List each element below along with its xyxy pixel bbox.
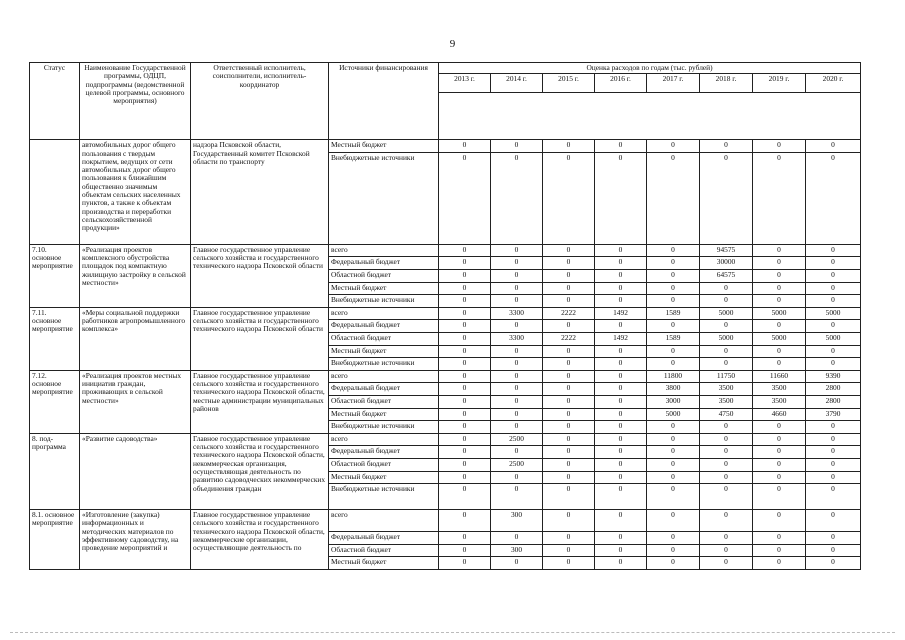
amount-cell: 0 bbox=[491, 257, 543, 270]
amount-cell: 0 bbox=[647, 257, 700, 270]
amount-cell: 0 bbox=[595, 446, 647, 459]
amount-cell: 5000 bbox=[806, 333, 861, 346]
amount-cell: 0 bbox=[806, 140, 861, 153]
amount-cell: 0 bbox=[753, 557, 806, 570]
amount-cell: 0 bbox=[647, 421, 700, 434]
amount-cell: 0 bbox=[543, 140, 595, 153]
amount-cell: 0 bbox=[543, 532, 595, 545]
funding-source: Местный бюджет bbox=[329, 557, 439, 570]
amount-cell: 0 bbox=[700, 345, 753, 358]
header-year: 2020 г. bbox=[806, 74, 861, 93]
amount-cell: 0 bbox=[595, 557, 647, 570]
amount-cell: 0 bbox=[543, 152, 595, 244]
block-name: «Изготовление (закупка) информационных и методических материалов по эффективному садоводству, на проведение мероприятий и bbox=[80, 510, 191, 570]
amount-cell: 0 bbox=[647, 140, 700, 153]
amount-cell: 0 bbox=[595, 408, 647, 421]
amount-cell: 0 bbox=[543, 421, 595, 434]
header-year: 2019 г. bbox=[753, 74, 806, 93]
amount-cell: 0 bbox=[647, 152, 700, 244]
amount-cell: 0 bbox=[543, 408, 595, 421]
funding-source: Областной бюджет bbox=[329, 270, 439, 283]
amount-cell: 0 bbox=[647, 244, 700, 257]
block-status: 8. под-программа bbox=[30, 433, 80, 509]
amount-cell: 0 bbox=[491, 484, 543, 510]
amount-cell: 2222 bbox=[543, 333, 595, 346]
funding-source: Федеральный бюджет bbox=[329, 320, 439, 333]
amount-cell: 0 bbox=[753, 152, 806, 244]
header-year: 2017 г. bbox=[647, 74, 700, 93]
amount-cell: 0 bbox=[700, 471, 753, 484]
amount-cell: 0 bbox=[806, 471, 861, 484]
funding-source: Местный бюджет bbox=[329, 140, 439, 153]
amount-cell: 0 bbox=[491, 358, 543, 371]
funding-source: Внебюджетные источники bbox=[329, 152, 439, 244]
amount-cell: 0 bbox=[647, 484, 700, 510]
funding-source: Местный бюджет bbox=[329, 282, 439, 295]
amount-cell: 0 bbox=[439, 295, 491, 308]
amount-cell: 0 bbox=[753, 532, 806, 545]
amount-cell: 0 bbox=[439, 370, 491, 383]
amount-cell: 300 bbox=[491, 510, 543, 532]
amount-cell: 0 bbox=[700, 140, 753, 153]
budget-table bbox=[29, 62, 861, 570]
amount-cell: 3300 bbox=[491, 333, 543, 346]
amount-cell: 0 bbox=[543, 257, 595, 270]
amount-cell: 0 bbox=[753, 257, 806, 270]
amount-cell: 3800 bbox=[647, 383, 700, 396]
amount-cell: 0 bbox=[647, 510, 700, 532]
amount-cell: 0 bbox=[543, 557, 595, 570]
amount-cell: 0 bbox=[439, 532, 491, 545]
amount-cell: 0 bbox=[647, 471, 700, 484]
amount-cell: 11750 bbox=[700, 370, 753, 383]
amount-cell: 0 bbox=[806, 557, 861, 570]
amount-cell: 0 bbox=[439, 544, 491, 557]
amount-cell: 0 bbox=[595, 396, 647, 409]
amount-cell: 0 bbox=[491, 244, 543, 257]
amount-cell: 0 bbox=[543, 295, 595, 308]
amount-cell: 0 bbox=[439, 396, 491, 409]
amount-cell: 0 bbox=[439, 510, 491, 532]
funding-source: Федеральный бюджет bbox=[329, 446, 439, 459]
amount-cell: 0 bbox=[595, 282, 647, 295]
header-spacer bbox=[439, 93, 861, 140]
amount-cell: 0 bbox=[806, 282, 861, 295]
funding-source: Федеральный бюджет bbox=[329, 532, 439, 545]
amount-cell: 0 bbox=[753, 345, 806, 358]
amount-cell: 0 bbox=[700, 282, 753, 295]
header-status: Статус bbox=[30, 63, 80, 140]
block-status: 8.1. основное мероприятие bbox=[30, 510, 80, 570]
amount-cell: 0 bbox=[543, 433, 595, 446]
amount-cell: 0 bbox=[439, 320, 491, 333]
amount-cell: 0 bbox=[595, 244, 647, 257]
amount-cell: 0 bbox=[491, 152, 543, 244]
amount-cell: 0 bbox=[595, 345, 647, 358]
amount-cell: 0 bbox=[491, 557, 543, 570]
amount-cell: 0 bbox=[491, 320, 543, 333]
amount-cell: 5000 bbox=[753, 307, 806, 320]
amount-cell: 0 bbox=[753, 433, 806, 446]
funding-source: всего bbox=[329, 307, 439, 320]
amount-cell: 0 bbox=[439, 257, 491, 270]
funding-source: всего bbox=[329, 510, 439, 532]
amount-cell: 3500 bbox=[753, 383, 806, 396]
page-number: 9 bbox=[449, 38, 456, 50]
amount-cell: 0 bbox=[439, 557, 491, 570]
amount-cell: 0 bbox=[439, 458, 491, 471]
amount-cell: 0 bbox=[753, 320, 806, 333]
header-year: 2014 г. bbox=[491, 74, 543, 93]
table-row bbox=[30, 244, 861, 257]
amount-cell: 9390 bbox=[806, 370, 861, 383]
funding-source: всего bbox=[329, 244, 439, 257]
amount-cell: 11660 bbox=[753, 370, 806, 383]
amount-cell: 0 bbox=[647, 446, 700, 459]
amount-cell: 0 bbox=[700, 152, 753, 244]
table-row bbox=[30, 510, 861, 532]
funding-source: Федеральный бюджет bbox=[329, 257, 439, 270]
block-executor: надзора Псковской области, Государственный комитет Псковской области по транспорту bbox=[191, 140, 329, 245]
table-row bbox=[30, 307, 861, 320]
block-status bbox=[30, 140, 80, 245]
amount-cell: 0 bbox=[806, 421, 861, 434]
funding-source: Областной бюджет bbox=[329, 544, 439, 557]
amount-cell: 0 bbox=[595, 544, 647, 557]
amount-cell: 0 bbox=[439, 446, 491, 459]
amount-cell: 3500 bbox=[700, 383, 753, 396]
funding-source: Внебюджетные источники bbox=[329, 421, 439, 434]
block-executor: Главное государственное управление сельского хозяйства и государственного технического надзора Псковской области bbox=[191, 307, 329, 370]
block-executor: Главное государственное управление сельского хозяйства и государственного технического надзора Псковской области, местные администрации муниципальных районов bbox=[191, 370, 329, 433]
amount-cell: 0 bbox=[439, 307, 491, 320]
amount-cell: 0 bbox=[491, 446, 543, 459]
header-name: Наименование Государственной программы, ОДЦП, подпрограммы (ведомственной целевой программы, основного мероприятия) bbox=[80, 63, 191, 140]
amount-cell: 0 bbox=[439, 383, 491, 396]
amount-cell: 0 bbox=[700, 484, 753, 510]
amount-cell: 0 bbox=[491, 140, 543, 153]
amount-cell: 0 bbox=[439, 408, 491, 421]
amount-cell: 1492 bbox=[595, 333, 647, 346]
amount-cell: 0 bbox=[491, 370, 543, 383]
amount-cell: 3500 bbox=[753, 396, 806, 409]
amount-cell: 0 bbox=[753, 282, 806, 295]
amount-cell: 11800 bbox=[647, 370, 700, 383]
amount-cell: 0 bbox=[753, 458, 806, 471]
amount-cell: 0 bbox=[806, 152, 861, 244]
amount-cell: 0 bbox=[595, 510, 647, 532]
amount-cell: 0 bbox=[806, 320, 861, 333]
amount-cell: 0 bbox=[700, 446, 753, 459]
amount-cell: 0 bbox=[543, 244, 595, 257]
amount-cell: 0 bbox=[439, 282, 491, 295]
amount-cell: 0 bbox=[753, 270, 806, 283]
amount-cell: 0 bbox=[700, 532, 753, 545]
header-year: 2016 г. bbox=[595, 74, 647, 93]
amount-cell: 0 bbox=[543, 282, 595, 295]
funding-source: Федеральный бюджет bbox=[329, 383, 439, 396]
amount-cell: 0 bbox=[491, 295, 543, 308]
amount-cell: 0 bbox=[753, 295, 806, 308]
table-row bbox=[30, 433, 861, 446]
amount-cell: 0 bbox=[700, 295, 753, 308]
table-row bbox=[30, 370, 861, 383]
amount-cell: 0 bbox=[700, 544, 753, 557]
funding-source: Областной бюджет bbox=[329, 333, 439, 346]
block-executor: Главное государственное управление сельского хозяйства и государственного технического надзора Псковской области bbox=[191, 244, 329, 307]
header-year: 2015 г. bbox=[543, 74, 595, 93]
amount-cell: 1492 bbox=[595, 307, 647, 320]
block-name: «Реализация проектов местных инициатив граждан, проживающих в сельской местности» bbox=[80, 370, 191, 433]
amount-cell: 0 bbox=[595, 471, 647, 484]
block-name: «Меры социальной поддержки работников агропромышленного комплекса» bbox=[80, 307, 191, 370]
amount-cell: 0 bbox=[439, 433, 491, 446]
amount-cell: 0 bbox=[543, 471, 595, 484]
amount-cell: 0 bbox=[491, 383, 543, 396]
amount-cell: 3790 bbox=[806, 408, 861, 421]
amount-cell: 0 bbox=[753, 358, 806, 371]
amount-cell: 0 bbox=[595, 433, 647, 446]
amount-cell: 2500 bbox=[491, 458, 543, 471]
amount-cell: 4750 bbox=[700, 408, 753, 421]
amount-cell: 0 bbox=[543, 544, 595, 557]
table-row bbox=[30, 140, 861, 153]
amount-cell: 0 bbox=[753, 244, 806, 257]
amount-cell: 0 bbox=[647, 544, 700, 557]
amount-cell: 0 bbox=[595, 383, 647, 396]
amount-cell: 0 bbox=[806, 358, 861, 371]
amount-cell: 0 bbox=[595, 458, 647, 471]
funding-source: Внебюджетные источники bbox=[329, 484, 439, 510]
amount-cell: 0 bbox=[439, 333, 491, 346]
amount-cell: 0 bbox=[806, 244, 861, 257]
amount-cell: 0 bbox=[543, 446, 595, 459]
block-name: «Развитие садоводства» bbox=[80, 433, 191, 509]
amount-cell: 3000 bbox=[647, 396, 700, 409]
header-estimate: Оценка расходов по годам (тыс. рублей) bbox=[439, 63, 861, 74]
amount-cell: 30000 bbox=[700, 257, 753, 270]
amount-cell: 0 bbox=[491, 421, 543, 434]
amount-cell: 0 bbox=[700, 557, 753, 570]
amount-cell: 0 bbox=[439, 140, 491, 153]
header-year: 2018 г. bbox=[700, 74, 753, 93]
amount-cell: 0 bbox=[806, 532, 861, 545]
amount-cell: 0 bbox=[543, 510, 595, 532]
header-executor: Ответственный исполнитель, соисполнители, исполнитель-координатор bbox=[191, 63, 329, 140]
amount-cell: 0 bbox=[700, 421, 753, 434]
amount-cell: 0 bbox=[753, 544, 806, 557]
amount-cell: 0 bbox=[753, 140, 806, 153]
funding-source: Внебюджетные источники bbox=[329, 358, 439, 371]
amount-cell: 5000 bbox=[806, 307, 861, 320]
amount-cell: 0 bbox=[647, 270, 700, 283]
amount-cell: 0 bbox=[806, 446, 861, 459]
amount-cell: 0 bbox=[595, 295, 647, 308]
amount-cell: 1589 bbox=[647, 307, 700, 320]
amount-cell: 0 bbox=[439, 358, 491, 371]
amount-cell: 64575 bbox=[700, 270, 753, 283]
amount-cell: 4660 bbox=[753, 408, 806, 421]
amount-cell: 2500 bbox=[491, 433, 543, 446]
amount-cell: 0 bbox=[753, 471, 806, 484]
amount-cell: 0 bbox=[700, 433, 753, 446]
amount-cell: 0 bbox=[543, 358, 595, 371]
funding-source: Местный бюджет bbox=[329, 408, 439, 421]
amount-cell: 0 bbox=[543, 484, 595, 510]
amount-cell: 300 bbox=[491, 544, 543, 557]
amount-cell: 1589 bbox=[647, 333, 700, 346]
header-sources: Источники финансирования bbox=[329, 63, 439, 140]
funding-source: Областной бюджет bbox=[329, 458, 439, 471]
block-status: 7.12. основное мероприятие bbox=[30, 370, 80, 433]
amount-cell: 0 bbox=[595, 484, 647, 510]
amount-cell: 0 bbox=[647, 433, 700, 446]
funding-source: Внебюджетные источники bbox=[329, 295, 439, 308]
amount-cell: 3500 bbox=[700, 396, 753, 409]
amount-cell: 0 bbox=[595, 257, 647, 270]
block-name: автомобильных дорог общего пользования с твердым покрытием, ведущих от сети автомобильных дорог общего пользования к ближайшим общественно значимым объектам сельских населенных пунктов, а также к объектам производства и переработки сельскохозяйственной продукции» bbox=[80, 140, 191, 245]
amount-cell: 0 bbox=[543, 320, 595, 333]
amount-cell: 0 bbox=[595, 140, 647, 153]
amount-cell: 0 bbox=[753, 421, 806, 434]
amount-cell: 0 bbox=[543, 458, 595, 471]
amount-cell: 0 bbox=[543, 345, 595, 358]
amount-cell: 0 bbox=[543, 383, 595, 396]
amount-cell: 0 bbox=[806, 510, 861, 532]
amount-cell: 0 bbox=[543, 396, 595, 409]
amount-cell: 0 bbox=[753, 446, 806, 459]
amount-cell: 0 bbox=[647, 282, 700, 295]
block-status: 7.11. основное мероприятие bbox=[30, 307, 80, 370]
amount-cell: 0 bbox=[700, 320, 753, 333]
funding-source: всего bbox=[329, 370, 439, 383]
amount-cell: 0 bbox=[439, 421, 491, 434]
amount-cell: 0 bbox=[595, 421, 647, 434]
amount-cell: 2800 bbox=[806, 383, 861, 396]
amount-cell: 0 bbox=[543, 370, 595, 383]
amount-cell: 0 bbox=[806, 345, 861, 358]
amount-cell: 0 bbox=[700, 458, 753, 471]
funding-source: Местный бюджет bbox=[329, 471, 439, 484]
amount-cell: 0 bbox=[647, 358, 700, 371]
amount-cell: 0 bbox=[595, 320, 647, 333]
amount-cell: 0 bbox=[647, 532, 700, 545]
amount-cell: 0 bbox=[439, 345, 491, 358]
page-bottom-edge bbox=[10, 632, 895, 633]
amount-cell: 0 bbox=[806, 270, 861, 283]
amount-cell: 0 bbox=[647, 345, 700, 358]
amount-cell: 0 bbox=[806, 484, 861, 510]
amount-cell: 0 bbox=[439, 244, 491, 257]
amount-cell: 0 bbox=[491, 532, 543, 545]
amount-cell: 0 bbox=[806, 433, 861, 446]
funding-source: Областной бюджет bbox=[329, 396, 439, 409]
amount-cell: 0 bbox=[806, 544, 861, 557]
header-year: 2013 г. bbox=[439, 74, 491, 93]
amount-cell: 0 bbox=[595, 270, 647, 283]
amount-cell: 0 bbox=[439, 471, 491, 484]
amount-cell: 0 bbox=[439, 484, 491, 510]
block-executor: Главное государственное управление сельского хозяйства и государственного технического надзора Псковской области, некоммерческая организация, осуществляющая деятельность по развитию садоводческих некоммерческих объединения граждан bbox=[191, 433, 329, 509]
amount-cell: 0 bbox=[491, 345, 543, 358]
amount-cell: 0 bbox=[753, 484, 806, 510]
amount-cell: 0 bbox=[806, 257, 861, 270]
amount-cell: 0 bbox=[439, 152, 491, 244]
amount-cell: 5000 bbox=[700, 307, 753, 320]
amount-cell: 0 bbox=[491, 408, 543, 421]
amount-cell: 0 bbox=[439, 270, 491, 283]
funding-source: Местный бюджет bbox=[329, 345, 439, 358]
block-executor: Главное государственное управление сельского хозяйства и государственного технического надзора Псковской области, некоммерческие организации, осуществляющие деятельность по bbox=[191, 510, 329, 570]
amount-cell: 0 bbox=[595, 370, 647, 383]
funding-source: всего bbox=[329, 433, 439, 446]
block-status: 7.10. основное мероприятие bbox=[30, 244, 80, 307]
amount-cell: 2800 bbox=[806, 396, 861, 409]
amount-cell: 0 bbox=[700, 510, 753, 532]
amount-cell: 0 bbox=[647, 557, 700, 570]
amount-cell: 0 bbox=[491, 471, 543, 484]
amount-cell: 0 bbox=[806, 458, 861, 471]
amount-cell: 0 bbox=[647, 458, 700, 471]
amount-cell: 0 bbox=[647, 320, 700, 333]
amount-cell: 0 bbox=[806, 295, 861, 308]
amount-cell: 0 bbox=[647, 295, 700, 308]
amount-cell: 5000 bbox=[647, 408, 700, 421]
amount-cell: 2222 bbox=[543, 307, 595, 320]
amount-cell: 0 bbox=[595, 152, 647, 244]
amount-cell: 0 bbox=[753, 510, 806, 532]
amount-cell: 5000 bbox=[700, 333, 753, 346]
block-name: «Реализация проектов комплексного обустройства площадок под компактную жилищную застройку в сельской местности» bbox=[80, 244, 191, 307]
amount-cell: 0 bbox=[595, 532, 647, 545]
amount-cell: 0 bbox=[491, 282, 543, 295]
amount-cell: 0 bbox=[700, 358, 753, 371]
amount-cell: 0 bbox=[491, 396, 543, 409]
amount-cell: 3300 bbox=[491, 307, 543, 320]
amount-cell: 0 bbox=[491, 270, 543, 283]
amount-cell: 0 bbox=[595, 358, 647, 371]
amount-cell: 5000 bbox=[753, 333, 806, 346]
amount-cell: 0 bbox=[543, 270, 595, 283]
amount-cell: 94575 bbox=[700, 244, 753, 257]
